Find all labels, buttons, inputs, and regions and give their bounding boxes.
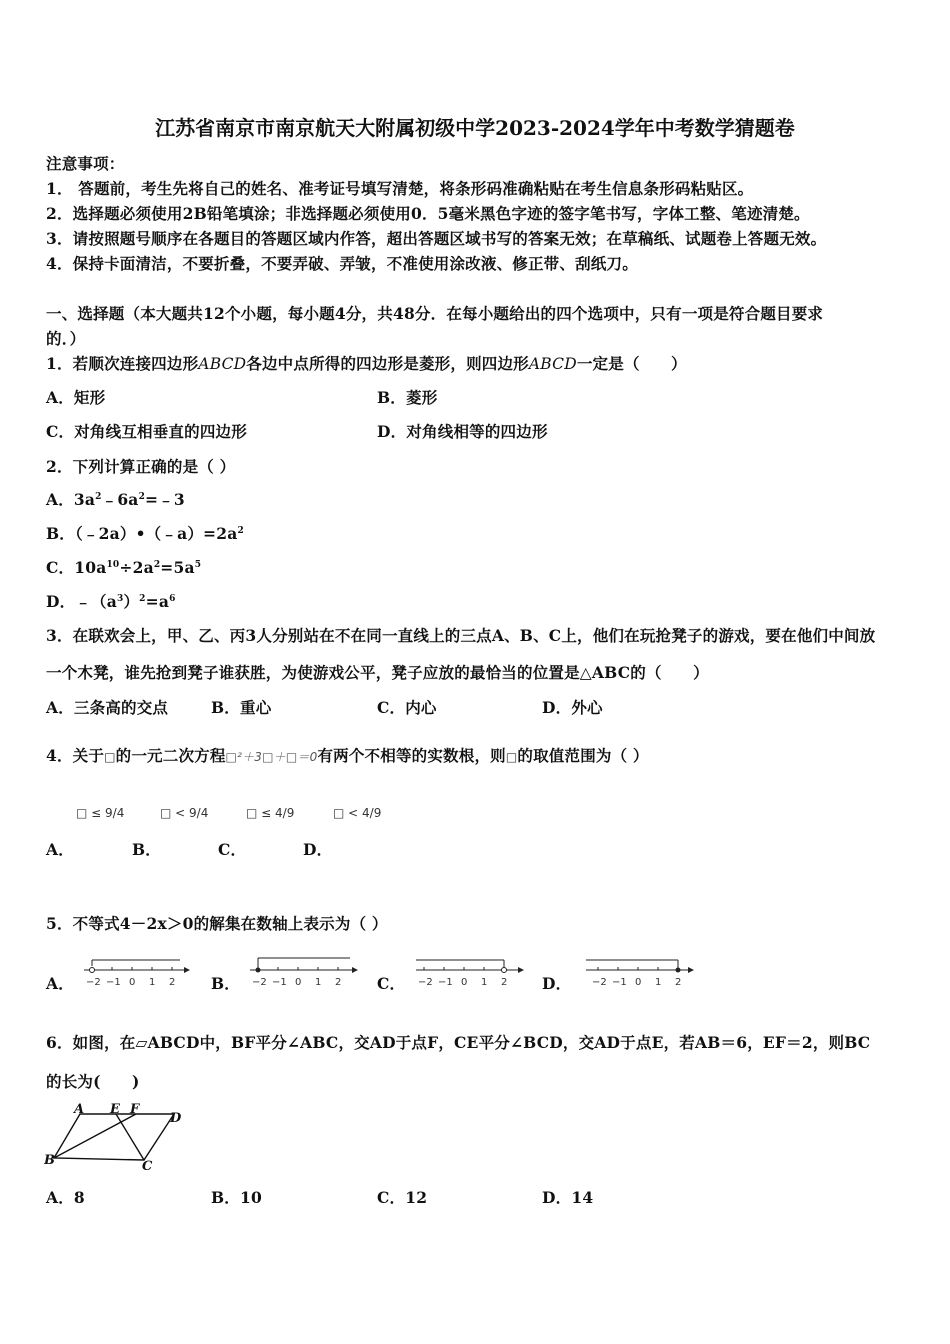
tick-label: 0 bbox=[461, 977, 468, 988]
question-2-stem: 2．下列计算正确的是（ ） bbox=[46, 457, 236, 476]
question-6-option-a[interactable]: A．8 bbox=[46, 1188, 85, 1207]
question-4-option-a[interactable]: A． bbox=[46, 840, 74, 859]
question-6-stem-cont: 的长为( ) bbox=[46, 1072, 140, 1091]
question-5-stem: 5．不等式4－2x＞0的解集在数轴上表示为（ ） bbox=[46, 914, 388, 933]
question-4-option-d[interactable]: D． bbox=[303, 840, 333, 859]
question-3-option-b[interactable]: B．重心 bbox=[211, 698, 272, 717]
question-5-option-d[interactable]: D． bbox=[542, 974, 572, 993]
number-line-c bbox=[412, 952, 527, 992]
tick-label: −2 bbox=[418, 977, 433, 988]
section-heading: 一、选择题（本大题共12个小题，每小题4分，共48分．在每小题给出的四个选项中，只有一项是符合题目要求 bbox=[46, 304, 824, 323]
number-line-a bbox=[80, 952, 192, 992]
question-3-option-c[interactable]: C．内心 bbox=[377, 698, 437, 717]
tick-label: −1 bbox=[438, 977, 453, 988]
question-6-option-d[interactable]: D．14 bbox=[542, 1188, 594, 1207]
tick-label: 2 bbox=[335, 977, 342, 988]
tick-label: 1 bbox=[655, 977, 662, 988]
question-1-option-d[interactable]: D．对角线相等的四边形 bbox=[377, 422, 548, 441]
question-4-option-c-formula: □ ≤ 4/9 bbox=[246, 806, 295, 820]
number-line-b bbox=[246, 952, 361, 992]
tick-label: −1 bbox=[106, 977, 121, 988]
question-1-stem: 1．若顺次连接四边形ABCD各边中点所得的四边形是菱形，则四边形ABCD一定是（ ） bbox=[46, 354, 687, 373]
question-1-option-a[interactable]: A．矩形 bbox=[46, 388, 106, 407]
question-2-option-c[interactable]: C．$10a^{10}\div 2a^2=5a^5$ bbox=[46, 558, 202, 577]
question-3-stem: 3．在联欢会上，甲、乙、丙3人分别站在不在同一直线上的三点A、B、C上，他们在玩抢凳子的游戏，要在他们中间放 bbox=[46, 626, 876, 645]
question-2-option-b[interactable]: B．$(﹣2a)•(﹣a)=2a^2$ bbox=[46, 524, 244, 543]
tick-label: 0 bbox=[295, 977, 302, 988]
parallelogram-figure bbox=[44, 1100, 189, 1172]
question-4-option-d-formula: □ < 4/9 bbox=[333, 806, 382, 820]
question-4-option-a-formula: □ ≤ 9/4 bbox=[76, 806, 125, 820]
question-5-option-c[interactable]: C． bbox=[377, 974, 406, 993]
point-label: F bbox=[130, 1102, 140, 1117]
question-6-option-b[interactable]: B．10 bbox=[211, 1188, 262, 1207]
question-3-stem-cont: 一个木凳，谁先抢到凳子谁获胜，为使游戏公平，凳子应放的最恰当的位置是△ABC的（ ） bbox=[46, 663, 709, 682]
tick-label: −1 bbox=[272, 977, 287, 988]
question-3-option-d[interactable]: D．外心 bbox=[542, 698, 603, 717]
tick-label: 1 bbox=[315, 977, 322, 988]
question-1-option-c[interactable]: C．对角线互相垂直的四边形 bbox=[46, 422, 247, 441]
tick-label: −2 bbox=[86, 977, 101, 988]
notice-item: 1． 答题前，考生先将自己的姓名、准考证号填写清楚，将条形码准确粘贴在考生信息条形码粘贴区。 bbox=[46, 179, 754, 198]
notice-heading: 注意事项： bbox=[46, 154, 125, 173]
tick-label: −2 bbox=[252, 977, 267, 988]
point-label: A bbox=[74, 1102, 85, 1117]
question-5-option-a[interactable]: A． bbox=[46, 974, 74, 993]
tick-label: 1 bbox=[481, 977, 488, 988]
question-3-option-a[interactable]: A．三条高的交点 bbox=[46, 698, 169, 717]
point-label: E bbox=[110, 1102, 120, 1117]
tick-label: 0 bbox=[635, 977, 642, 988]
question-6-option-c[interactable]: C．12 bbox=[377, 1188, 428, 1207]
tick-label: 0 bbox=[129, 977, 136, 988]
question-4-option-b-formula: □ < 9/4 bbox=[160, 806, 209, 820]
tick-label: 2 bbox=[169, 977, 176, 988]
point-label: C bbox=[142, 1159, 153, 1172]
question-5-option-b[interactable]: B． bbox=[211, 974, 241, 993]
question-4-option-c[interactable]: C． bbox=[218, 840, 247, 859]
point-label: B bbox=[44, 1153, 55, 1168]
number-line-d bbox=[582, 952, 697, 992]
tick-label: 2 bbox=[501, 977, 508, 988]
section-heading-cont: 的．） bbox=[46, 329, 86, 348]
tick-label: −2 bbox=[592, 977, 607, 988]
question-1-option-b[interactable]: B．菱形 bbox=[377, 388, 438, 407]
question-2-option-d[interactable]: D．$﹣(a^3)^2=a^6$ bbox=[46, 592, 176, 611]
notice-item: 4．保持卡面清洁，不要折叠，不要弄破、弄皱，不准使用涂改液、修正带、刮纸刀。 bbox=[46, 254, 638, 273]
question-2-option-a[interactable]: A．$3a^2﹣6a^2=﹣3$ bbox=[46, 490, 185, 509]
question-6-stem: 6．如图，在▱ABCD中，BF平分∠ABC，交AD于点F，CE平分∠BCD，交AD于点E，若AB＝6，EF＝2，则BC bbox=[46, 1033, 871, 1052]
notice-item: 2．选择题必须使用2B铅笔填涂；非选择题必须使用0．5毫米黑色字迹的签字笔书写，字体工整、笔迹清楚。 bbox=[46, 204, 810, 223]
point-label: D bbox=[170, 1111, 182, 1126]
question-4-stem: 4．关于□的一元二次方程□²＋3□＋□＝0有两个不相等的实数根，则□的取值范围为（ ） bbox=[46, 746, 649, 765]
tick-label: −1 bbox=[612, 977, 627, 988]
tick-label: 2 bbox=[675, 977, 682, 988]
question-4-option-b[interactable]: B． bbox=[132, 840, 162, 859]
notice-item: 3．请按照题号顺序在各题目的答题区域内作答，超出答题区域书写的答案无效；在草稿纸、试题卷上答题无效。 bbox=[46, 229, 827, 248]
page-title: 江苏省南京市南京航天大附属初级中学2023-2024学年中考数学猜题卷 bbox=[155, 116, 795, 140]
tick-label: 1 bbox=[149, 977, 156, 988]
